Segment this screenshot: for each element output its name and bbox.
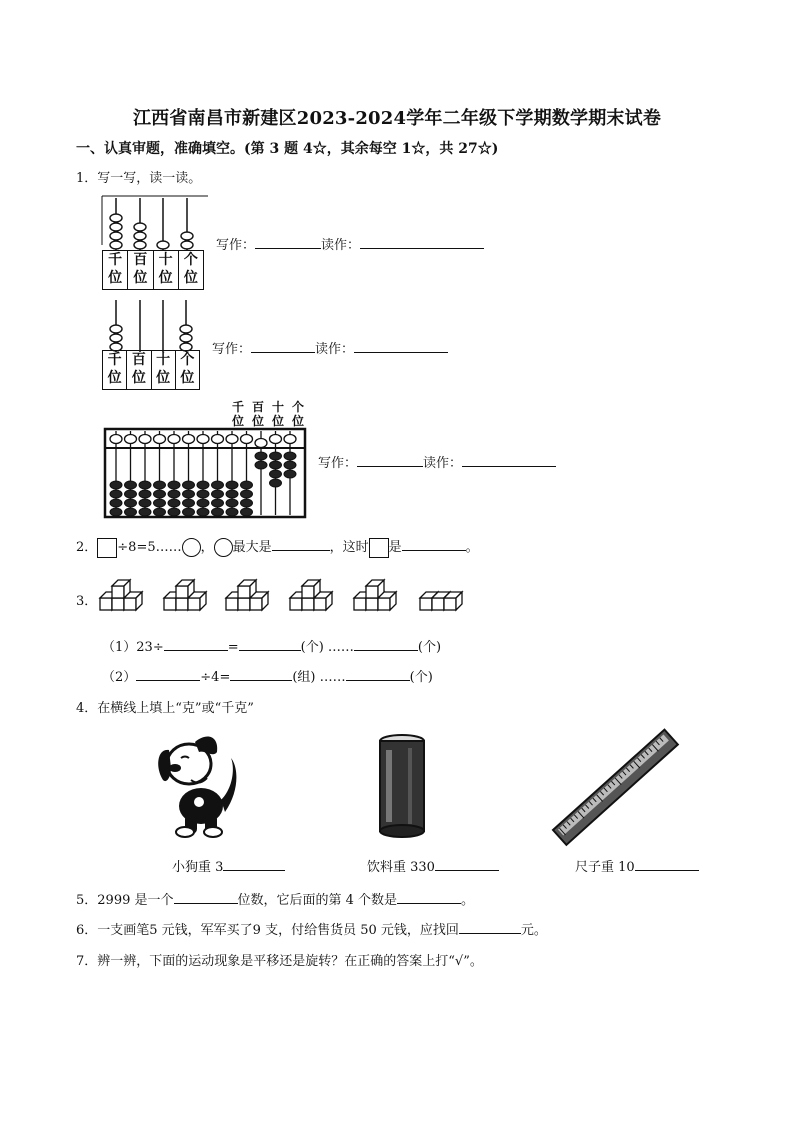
abacus-bead — [270, 470, 282, 478]
q3-blank-5[interactable] — [230, 666, 292, 681]
place-tens: 十 — [158, 252, 173, 268]
abacus-bead — [270, 479, 282, 487]
q3-blank-2[interactable] — [239, 636, 301, 651]
abacus-bead — [183, 481, 195, 489]
abacus-bead — [168, 490, 180, 498]
abacus-bead — [110, 490, 122, 498]
abacus-bead — [241, 508, 253, 516]
abacus-bead — [110, 241, 122, 249]
cube — [238, 598, 250, 610]
section-heading: 一、认真审题，准确填空。(第 3 题 4☆，其余每空 1☆，共 27☆) — [76, 141, 499, 157]
abacus-bead — [134, 241, 146, 249]
dog-caption: 小狗重 3 — [172, 856, 285, 875]
abacus-bead — [270, 452, 282, 460]
abacus-bead — [139, 490, 151, 498]
question-3-line-2: （2） ÷4= (组) …… (个) — [102, 666, 433, 685]
abacus-bead — [197, 490, 209, 498]
cube — [188, 598, 200, 610]
abacus-bead — [134, 232, 146, 240]
abacus-bead — [212, 508, 224, 516]
cube — [302, 598, 314, 610]
abacus-bead — [157, 241, 169, 249]
ruler-unit-blank[interactable] — [635, 856, 699, 871]
cube — [176, 586, 188, 598]
abacus-bead — [139, 435, 151, 444]
abacus-2-place-box: 千 位 百 位 十 位 个 位 — [102, 350, 200, 390]
abacus-2-figure — [100, 296, 210, 356]
cube — [100, 598, 112, 610]
cube — [238, 586, 250, 598]
cube — [164, 598, 176, 610]
cube-groups-figure — [100, 576, 480, 616]
abacus-bead — [110, 214, 122, 222]
abacus-bead — [139, 481, 151, 489]
abacus-bead — [226, 499, 238, 507]
abacus-bead — [212, 490, 224, 498]
abacus-bead — [168, 435, 180, 444]
cube — [366, 598, 378, 610]
write-blank-1[interactable] — [255, 234, 321, 249]
abacus-bead — [241, 435, 253, 444]
cube — [420, 598, 432, 610]
abacus-bead — [226, 435, 238, 444]
abacus-bead — [154, 499, 166, 507]
cube — [290, 598, 302, 610]
abacus-bead — [255, 452, 267, 460]
question-3-line-1: （1）23÷ = (个) …… (个) — [102, 636, 441, 655]
puppy-image — [155, 728, 245, 838]
abacus-bead — [168, 508, 180, 516]
abacus-bead — [226, 481, 238, 489]
abacus-bead — [110, 481, 122, 489]
dividend-blank[interactable] — [402, 536, 466, 551]
abacus-bead — [212, 481, 224, 489]
remainder-circle[interactable] — [182, 538, 201, 557]
cube — [176, 598, 188, 610]
abacus-bead — [226, 490, 238, 498]
read-blank-2[interactable] — [354, 338, 448, 353]
abacus-bead — [110, 334, 122, 342]
cube — [378, 598, 390, 610]
abacus-bead — [110, 232, 122, 240]
abacus-bead — [154, 435, 166, 444]
abacus-bead — [197, 481, 209, 489]
cube — [250, 598, 262, 610]
abacus-bead — [139, 499, 151, 507]
cube — [302, 586, 314, 598]
cube — [354, 598, 366, 610]
abacus-bead — [212, 499, 224, 507]
abacus-bead — [197, 435, 209, 444]
abacus-bead — [183, 435, 195, 444]
question-1 — [76, 167, 201, 186]
abacus-bead — [241, 481, 253, 489]
cube — [432, 598, 444, 610]
abacus-bead — [125, 481, 137, 489]
abacus-bead — [125, 435, 137, 444]
q3-blank-4[interactable] — [136, 666, 200, 681]
cube — [366, 586, 378, 598]
drink-caption: 饮料重 330 — [367, 856, 499, 875]
abacus-3-header: 千 百 十 个 位 位 位 位 — [232, 400, 304, 428]
abacus-bead — [154, 490, 166, 498]
abacus-bead — [110, 508, 122, 516]
q3-blank-1[interactable] — [164, 636, 228, 651]
abacus-bead — [284, 452, 296, 460]
question-4: 4．在横线上填上“克”或“千克” — [76, 701, 254, 716]
abacus-bead — [241, 499, 253, 507]
abacus-bead — [180, 334, 192, 342]
abacus-bead — [154, 508, 166, 516]
q3-blank-6[interactable] — [346, 666, 410, 681]
write-blank-2[interactable] — [251, 338, 315, 353]
question-text: 写一写，读一读。 — [97, 171, 202, 186]
abacus-bead — [110, 325, 122, 333]
dividend-box[interactable] — [97, 538, 117, 558]
abacus-bead — [180, 325, 192, 333]
page-title: 江西省南昌市新建区2023-2024学年二年级下学期数学期末试卷 — [132, 108, 662, 129]
place-ones: 个 — [183, 252, 198, 268]
cube — [112, 598, 124, 610]
q3-blank-3[interactable] — [354, 636, 418, 651]
dog-unit-blank[interactable] — [223, 856, 285, 871]
abacus-bead — [255, 461, 267, 469]
abacus-bead — [181, 232, 193, 240]
abacus-bead — [183, 490, 195, 498]
abacus-1-answer-line: 写作： 读作： — [216, 234, 484, 253]
place-thousands: 千 — [108, 252, 123, 268]
max-remainder-blank[interactable] — [272, 536, 330, 551]
abacus-bead — [181, 241, 193, 249]
abacus-bead — [168, 499, 180, 507]
abacus-bead — [139, 508, 151, 516]
remainder-circle-2[interactable] — [214, 538, 233, 557]
drink-can-image — [376, 734, 428, 838]
abacus-bead — [197, 508, 209, 516]
place-hundreds: 百 — [133, 252, 148, 268]
cube — [314, 598, 326, 610]
read-blank-1[interactable] — [360, 234, 484, 249]
abacus-bead — [154, 481, 166, 489]
question-6: 6．一支画笔5 元钱，军军买了9 支，付给售货员 50 元钱，应找回 元。 — [76, 919, 547, 938]
cube — [124, 598, 136, 610]
abacus-bead — [226, 508, 238, 516]
abacus-bead — [183, 508, 195, 516]
abacus-bead — [212, 435, 224, 444]
q6-blank[interactable] — [459, 919, 521, 934]
abacus-bead — [183, 499, 195, 507]
question-7: 7．辨一辨，下面的运动现象是平移还是旋转？在正确的答案上打“√”。 — [76, 954, 483, 969]
abacus-bead — [110, 435, 122, 444]
abacus-bead — [168, 481, 180, 489]
dividend-box-2[interactable] — [369, 538, 389, 558]
q5-blank-1[interactable] — [174, 889, 238, 904]
abacus-3-answer-line: 写作： 读作： — [318, 452, 556, 471]
abacus-bead — [110, 499, 122, 507]
abacus-bead — [110, 223, 122, 231]
question-2: 2． ÷8=5…… ， 最大是 ，这时 是 。 — [76, 536, 479, 558]
abacus-bead — [284, 435, 296, 444]
abacus-3-figure — [104, 428, 308, 520]
abacus-1-place-box: 千 位 百 位 十 位 个 位 — [102, 250, 204, 290]
cube — [226, 598, 238, 610]
abacus-2-answer-line: 写作： 读作： — [212, 338, 448, 357]
ruler-image — [545, 730, 670, 838]
drink-unit-blank[interactable] — [435, 856, 499, 871]
abacus-bead — [197, 499, 209, 507]
q5-blank-2[interactable] — [397, 889, 461, 904]
abacus-bead — [125, 508, 137, 516]
abacus-bead — [284, 470, 296, 478]
abacus-bead — [270, 435, 282, 444]
cube — [444, 598, 456, 610]
ruler-caption: 尺子重 10 — [575, 856, 699, 875]
abacus-bead — [284, 461, 296, 469]
abacus-bead — [241, 490, 253, 498]
write-blank-3[interactable] — [357, 452, 423, 467]
question-5: 5．2999 是一个 位数，它后面的第 4 个数是 。 — [76, 889, 474, 908]
abacus-bead — [255, 439, 267, 448]
abacus-bead — [125, 499, 137, 507]
abacus-bead — [125, 490, 137, 498]
abacus-bead — [270, 461, 282, 469]
abacus-bead — [134, 223, 146, 231]
read-blank-3[interactable] — [462, 452, 556, 467]
question-3-number: 3． — [76, 594, 98, 609]
cube — [112, 586, 124, 598]
question-number: 1． — [76, 171, 98, 186]
